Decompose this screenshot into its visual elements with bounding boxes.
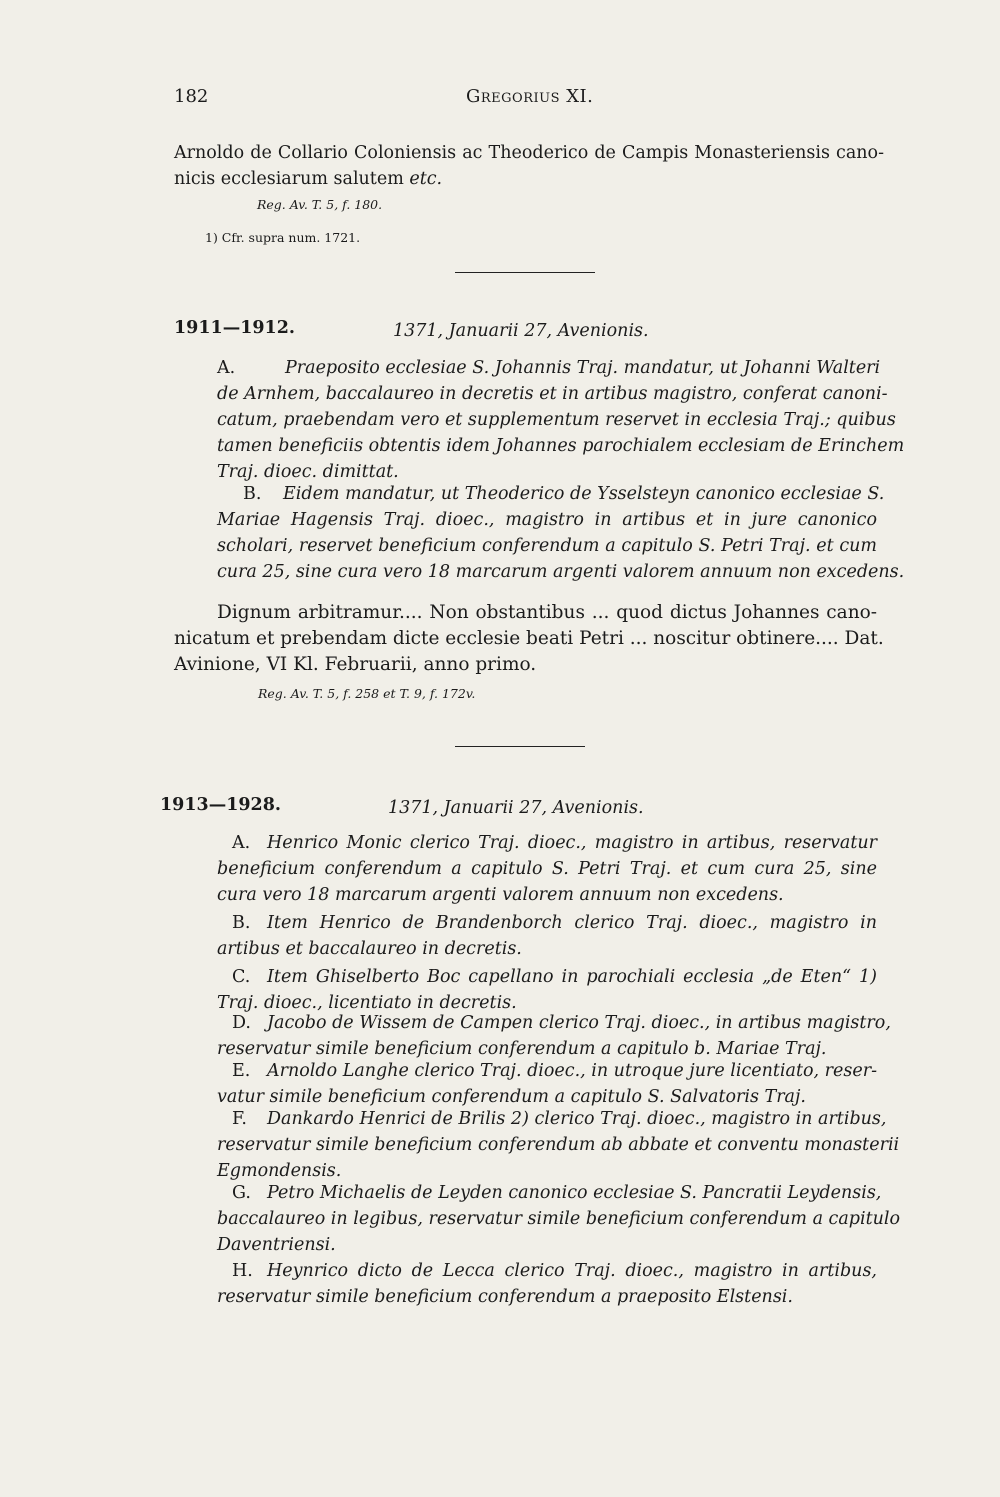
intro-line-1: Arnoldo de Collario Coloniensis ac Theoderico de Campis Monasteriensis cano- <box>174 143 884 163</box>
text-line: Dankardo Henrici de Brilis 2) clerico Traj. dioec., magistro in artibus, <box>267 1109 887 1129</box>
intro-etc: etc. <box>409 169 443 189</box>
text-line: Item Ghiselberto Boc capellano in parochiali ecclesia „de Eten“ 1) <box>267 967 877 987</box>
text-line: tamen beneficiis obtentis idem Johannes parochialem ecclesiam de Erinchem <box>217 436 905 456</box>
text-line: cura vero 18 marcarum argenti valorem annuum non excedens. <box>217 885 784 905</box>
text-line: cura 25, sine cura vero 18 marcarum argenti valorem annuum non excedens. <box>217 562 905 582</box>
text-line: baccalaureo in legibus, reservatur simile beneficium conferendum a capitulo <box>217 1209 901 1229</box>
entry-1-item-b <box>217 481 905 585</box>
text-line: beneficium conferendum a capitulo S. Petri Traj. et cum cura 25, sine <box>217 859 877 879</box>
item-label: B. <box>232 913 251 933</box>
text-line: Praeposito ecclesiae S. Johannis Traj. mandatur, ut Johanni Walteri <box>285 358 881 378</box>
item-label: E. <box>232 1061 251 1081</box>
footnote: 1) Cfr. supra num. 1721. <box>205 230 361 245</box>
entry-date: 1371, Januarii 27, Avenionis. <box>393 321 649 341</box>
page-number: 182 <box>174 86 209 107</box>
text-line: scholari, reservet beneficium conferendum a capitulo S. Petri Traj. et cum <box>217 536 877 556</box>
text-line: Eidem mandatur, ut Theoderico de Ysselsteyn canonico ecclesiae S. <box>283 484 885 504</box>
entry-2-items <box>217 830 901 1310</box>
intro-block <box>174 140 884 192</box>
text-line: Arnoldo Langhe clerico Traj. dioec., in utroque jure licentiato, reser- <box>267 1061 877 1081</box>
text-line: Petro Michaelis de Leyden canonico ecclesiae S. Pancratii Leydensis, <box>267 1183 882 1203</box>
text-line: Egmondensis. <box>217 1161 342 1181</box>
intro-line-2-text: nicis ecclesiarum salutem <box>174 169 410 189</box>
text-line: Dignum arbitramur.... Non obstantibus ... quod dictus Johannes cano- <box>217 602 877 623</box>
entry-numbers: 1911—1912. <box>174 318 296 338</box>
entry-numbers: 1913—1928. <box>160 795 282 815</box>
text-line: artibus et baccalaureo in decretis. <box>217 939 522 959</box>
text-line: reservatur simile beneficium conferendum a capitulo b. Mariae Traj. <box>217 1039 827 1059</box>
text-line: reservatur simile beneficium conferendum ab abbate et conventu monasterii <box>217 1135 900 1155</box>
item-label: C. <box>232 967 251 987</box>
separator-rule <box>455 746 585 747</box>
entry-1-item-a <box>217 355 905 485</box>
register-reference: Reg. Av. T. 5, f. 258 et T. 9, f. 172v. <box>258 686 476 701</box>
intro-register-reference: Reg. Av. T. 5, f. 180. <box>257 197 383 212</box>
text-line: reservatur simile beneficium conferendum a praeposito Elstensi. <box>217 1287 793 1307</box>
item-label: F. <box>232 1109 247 1129</box>
text-line: Henrico Monic clerico Traj. dioec., magistro in artibus, reservatur <box>267 833 877 853</box>
item-label: B. <box>243 484 262 504</box>
text-line: nicatum et prebendam dicte ecclesie beati Petri ... noscitur obtinere.... Dat. <box>174 628 884 649</box>
text-line: vatur simile beneficium conferendum a capitulo S. Salvatoris Traj. <box>217 1087 806 1107</box>
text-line: de Arnhem, baccalaureo in decretis et in artibus magistro, conferat canoni- <box>217 384 888 404</box>
item-label: A. <box>217 358 236 378</box>
running-title: Gregorius XI. <box>466 86 594 107</box>
text-line: catum, praebendam vero et supplementum reservet in ecclesia Traj.; quibus <box>217 410 896 430</box>
item-label: A. <box>232 833 251 853</box>
entry-date: 1371, Januarii 27, Avenionis. <box>388 798 644 818</box>
text-line: Mariae Hagensis Traj. dioec., magistro in artibus et in jure canonico <box>217 510 877 530</box>
text-line: Jacobo de Wissem de Campen clerico Traj. dioec., in artibus magistro, <box>267 1013 891 1033</box>
item-label: H. <box>232 1261 253 1281</box>
text-line: Heynrico dicto de Lecca clerico Traj. dioec., magistro in artibus, <box>267 1261 877 1281</box>
text-line: Item Henrico de Brandenborch clerico Traj. dioec., magistro in <box>267 913 877 933</box>
text-line: Traj. dioec., licentiato in decretis. <box>217 993 517 1013</box>
separator-rule <box>455 272 595 273</box>
text-line: Daventriensi. <box>217 1235 336 1255</box>
entry-1-text <box>174 600 884 680</box>
item-label: G. <box>232 1183 251 1203</box>
text-line: Avinione, VI Kl. Februarii, anno primo. <box>174 654 537 675</box>
text-line: Traj. dioec. dimittat. <box>217 462 399 482</box>
intro-line-2 <box>174 166 884 192</box>
item-label: D. <box>232 1013 251 1033</box>
